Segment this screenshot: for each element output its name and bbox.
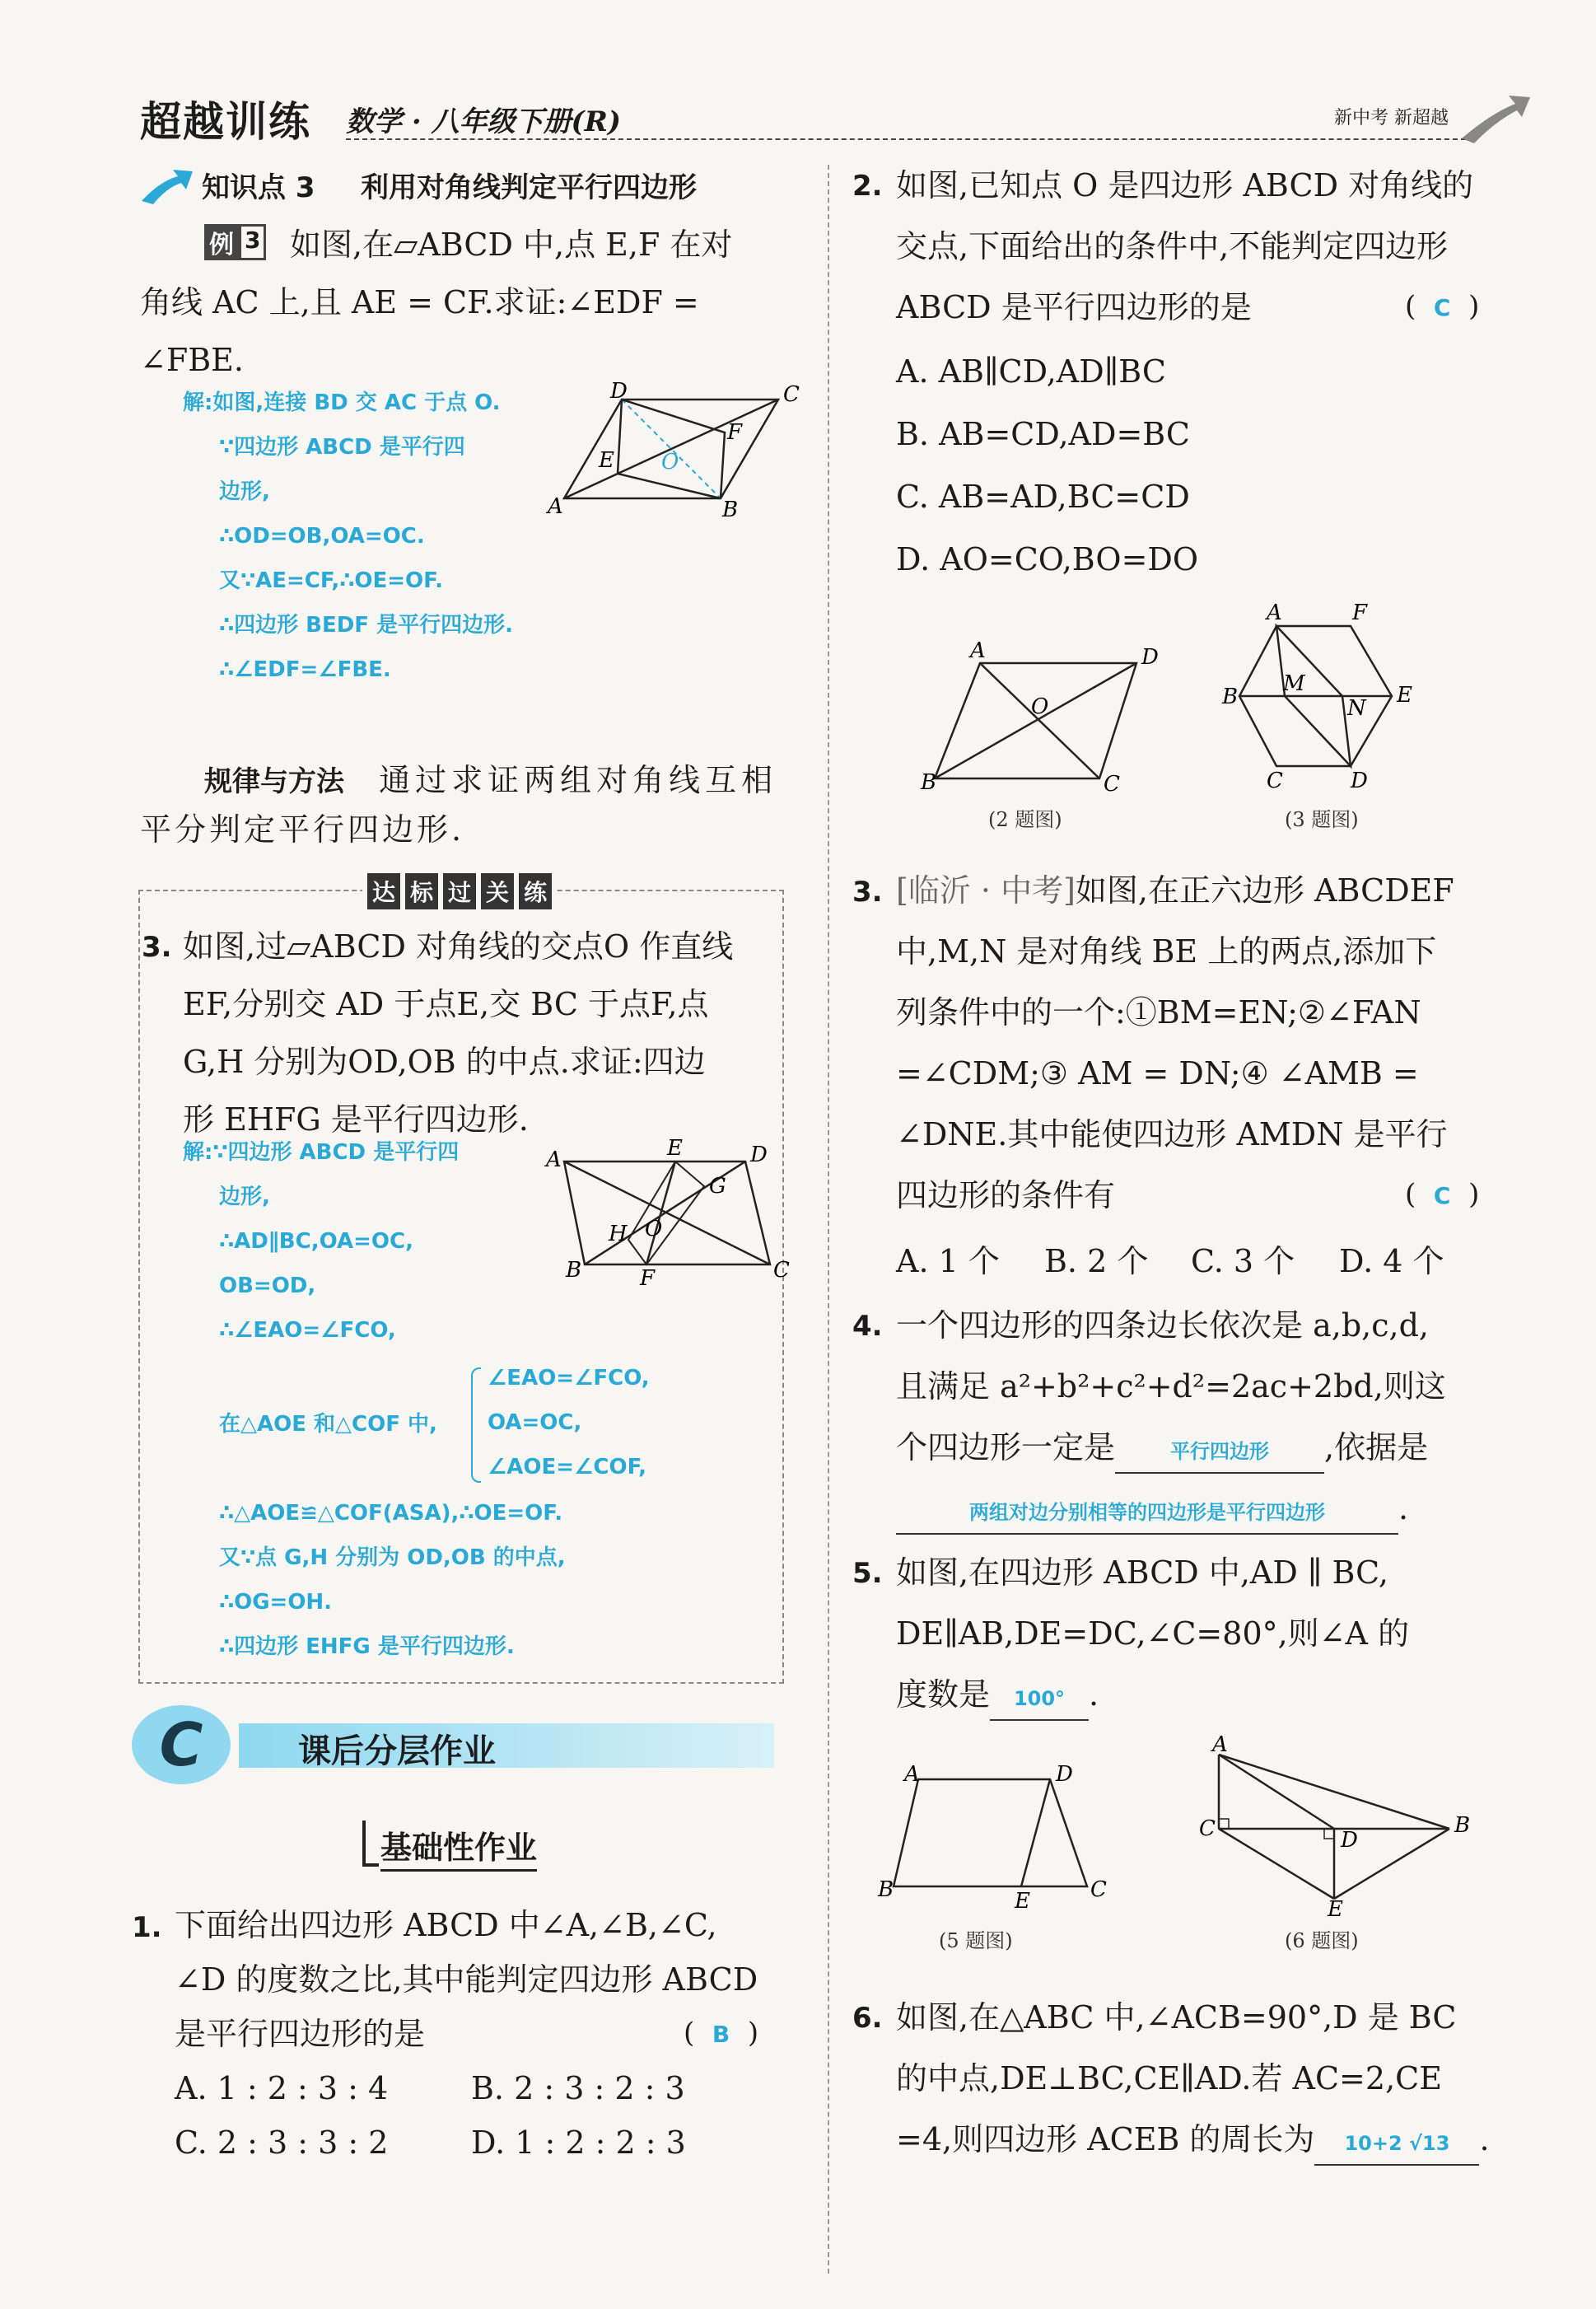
example-tag-num: 3 xyxy=(239,224,266,260)
solution-line: 边形, xyxy=(219,1185,270,1209)
fig-label: F xyxy=(727,420,743,445)
fig-label: A xyxy=(1212,1732,1228,1757)
fig-label: A xyxy=(904,1762,920,1787)
q3b-num: 3. xyxy=(852,876,883,909)
fig-label: A xyxy=(970,638,986,663)
q5-num: 5. xyxy=(852,1557,883,1590)
q5-after: . xyxy=(1089,1676,1099,1713)
q2-option-d: D. AO=CO,BO=DO xyxy=(896,541,1199,577)
page-header xyxy=(140,89,1515,147)
q2-option-c: C. AB=AD,BC=CD xyxy=(896,479,1190,515)
q5-line: 如图,在四边形 ABCD 中,AD ∥ BC, xyxy=(896,1554,1388,1591)
solution-line: OB=OD, xyxy=(219,1274,316,1298)
q1-line: 是平行四边形的是 xyxy=(175,2016,426,2052)
q5-line: DE∥AB,DE=DC,∠C=80°,则∠A 的 xyxy=(896,1615,1410,1652)
q1-line: ∠D 的度数之比,其中能判定四边形 ABCD xyxy=(175,1961,758,1998)
q1-option-c: C. 2 : 3 : 3 : 2 xyxy=(175,2124,389,2161)
method-label: 规律与方法 xyxy=(204,765,344,798)
system-brace xyxy=(471,1367,481,1483)
fig-label: M xyxy=(1283,671,1305,696)
q3b-answer: C xyxy=(1433,1182,1451,1209)
arrow-logo-icon xyxy=(1458,89,1532,147)
example3-line-1: 如图,在▱ABCD 中,点 E,F 在对 xyxy=(290,227,733,263)
header-rule xyxy=(346,138,1474,140)
q2-num: 2. xyxy=(852,170,883,203)
solution-line: 又∵AE=CF,∴OE=OF. xyxy=(219,568,443,593)
q2-line: 交点,下面给出的条件中,不能判定四边形 xyxy=(896,228,1449,264)
practice-q3-line: 形 EHFG 是平行四边形. xyxy=(183,1101,529,1138)
practice-q3-solution-2 xyxy=(219,1491,566,1669)
fig-label: B xyxy=(566,1258,582,1283)
system-line: OA=OC, xyxy=(488,1410,582,1435)
q2-answer-paren: ( C ) xyxy=(1405,290,1480,323)
practice-q3-num: 3. xyxy=(142,931,172,964)
q3b-figure xyxy=(1219,601,1433,799)
banner-char: 过 xyxy=(443,873,476,909)
q6-figure xyxy=(1186,1732,1471,1922)
q4-line: 且满足 a²+b²+c²+d²=2ac+2bd,则这 xyxy=(896,1368,1446,1405)
solution-line: 又∵点 G,H 分别为 OD,OB 的中点, xyxy=(219,1545,566,1570)
solution-line: ∴∠EAO=∠FCO, xyxy=(219,1318,396,1343)
system-line: ∠EAO=∠FCO, xyxy=(488,1366,650,1391)
fig-label: B xyxy=(921,770,937,795)
q4-line-4 xyxy=(896,1478,1408,1539)
q6-line: 如图,在△ABC 中,∠ACB=90°,D 是 BC xyxy=(896,1999,1457,2036)
q4-blank-2 xyxy=(896,1488,1398,1535)
q6-blank xyxy=(1314,2119,1479,2166)
q3b-line: =∠CDM;③ AM = DN;④ ∠AMB = xyxy=(896,1055,1419,1091)
q3b-text: 如图,在正六边形 ABCDEF xyxy=(1075,872,1454,909)
solution-line: ∴OD=OB,OA=OC. xyxy=(219,524,425,549)
fig-label: D xyxy=(610,379,628,404)
solution-line: ∴AD∥BC,OA=OC, xyxy=(219,1229,413,1254)
q3b-source: [临沂 · 中考] xyxy=(896,872,1076,909)
subsection-title: 基础性作业 xyxy=(380,1822,537,1872)
q4-line: 一个四边形的四条边长依次是 a,b,c,d, xyxy=(896,1307,1429,1344)
q5-figure xyxy=(873,1755,1120,1914)
fig-label: E xyxy=(599,448,614,473)
fig-label: B xyxy=(722,498,739,522)
section-c-badge xyxy=(132,1705,231,1784)
q3b-caption: (3 题图) xyxy=(1285,808,1359,831)
q4-blank-1 xyxy=(1115,1427,1324,1474)
banner-char: 达 xyxy=(367,873,400,909)
q6-text: =4,则四边形 ACEB 的周长为 xyxy=(896,2121,1315,2157)
fig-label: D xyxy=(1351,769,1368,793)
q6-answer: 10+2 √13 xyxy=(1344,2132,1450,2155)
q3b-option-a: A. 1 个 xyxy=(896,1243,1000,1279)
brand-title: 超越训练 xyxy=(140,98,311,146)
knowledge-label: 知识点 3 xyxy=(202,171,315,204)
practice-q3-figure xyxy=(539,1136,790,1291)
practice-q3-line: EF,分别交 AD 于点E,交 BC 于点F,点 xyxy=(183,986,709,1022)
practice-q3-solution xyxy=(183,1130,459,1353)
fig-label: C xyxy=(1090,1877,1107,1902)
q5-answer: 100° xyxy=(1013,1687,1066,1710)
solution-line: 边形, xyxy=(219,479,270,504)
fig-label: O xyxy=(1031,694,1049,719)
fig-label: B xyxy=(1222,685,1239,709)
q2-option-a: A. AB∥CD,AD∥BC xyxy=(896,353,1166,390)
system-prefix: 在△AOE 和△COF 中, xyxy=(219,1412,437,1437)
fig-label: A xyxy=(548,494,563,519)
example3-line-2: 角线 AC 上,且 AE = CF.求证:∠EDF = xyxy=(140,284,699,320)
fig-label: F xyxy=(640,1266,656,1291)
example-tag xyxy=(204,224,266,260)
q1-option-a: A. 1 : 2 : 3 : 4 xyxy=(175,2070,389,2106)
q6-line-3 xyxy=(896,2109,1490,2170)
q6-caption: (6 题图) xyxy=(1285,1929,1359,1952)
q3b-answer-paren: ( C ) xyxy=(1405,1178,1480,1211)
fig-label: A xyxy=(546,1147,562,1172)
method-text-1: 通过求证两组对角线互相 xyxy=(379,762,778,798)
fig-label: E xyxy=(1397,683,1412,708)
banner-char: 练 xyxy=(519,873,552,909)
q1-option-b: B. 2 : 3 : 2 : 3 xyxy=(471,2070,685,2106)
q1-answer-paren: ( B ) xyxy=(684,2017,759,2050)
q6-num: 6. xyxy=(852,2002,883,2035)
solution-line: ∴∠EDF=∠FBE. xyxy=(219,657,391,682)
fig-label: O xyxy=(661,450,679,474)
q2-line: ABCD 是平行四边形的是 xyxy=(896,289,1252,325)
knowledge-title: 利用对角线判定平行四边形 xyxy=(361,171,697,204)
example3-line-3: ∠FBE. xyxy=(140,342,244,378)
fig-label: C xyxy=(1199,1816,1216,1841)
q1-option-d: D. 1 : 2 : 2 : 3 xyxy=(471,2124,686,2161)
example3-solution xyxy=(183,381,513,692)
fig-label: A xyxy=(1267,601,1282,625)
q3b-line: 中,M,N 是对角线 BE 上的两点,添加下 xyxy=(896,933,1437,970)
solution-line: 解:如图,连接 BD 交 AC 于点 O. xyxy=(183,390,501,415)
fig-label: E xyxy=(667,1136,683,1161)
q3b-option-c: C. 3 个 xyxy=(1191,1243,1295,1279)
solution-line: ∴四边形 BEDF 是平行四边形. xyxy=(219,613,513,638)
banner-char: 标 xyxy=(405,873,438,909)
q2-option-b: B. AB=CD,AD=BC xyxy=(896,416,1191,452)
fig-label: H xyxy=(609,1222,628,1246)
practice-q3-line: 如图,过▱ABCD 对角线的交点O 作直线 xyxy=(183,928,734,965)
method-line-2: 平分判定平行四边形. xyxy=(140,811,465,848)
fig-label: F xyxy=(1352,601,1368,625)
solution-line: ∴OG=OH. xyxy=(219,1590,333,1615)
q4-text: 个四边形一定是 xyxy=(896,1429,1116,1465)
q5-caption: (5 题图) xyxy=(939,1929,1013,1952)
fig-label: E xyxy=(1328,1897,1343,1922)
q4-num: 4. xyxy=(852,1310,883,1343)
q4-after-1: ,依据是 xyxy=(1324,1429,1429,1465)
solution-line: ∴四边形 EHFG 是平行四边形. xyxy=(219,1634,515,1659)
fig-label: D xyxy=(1056,1762,1073,1787)
q1-line: 下面给出四边形 ABCD 中∠A,∠B,∠C, xyxy=(175,1907,717,1943)
q3b-option-d: D. 4 个 xyxy=(1339,1243,1444,1279)
q4-answer-1: 平行四边形 xyxy=(1170,1440,1270,1463)
practice-q3-line: G,H 分别为OD,OB 的中点.求证:四边 xyxy=(183,1044,706,1080)
fig-label: E xyxy=(1015,1889,1030,1914)
fig-label: D xyxy=(750,1143,768,1167)
q3b-line: 列条件中的一个:①BM=EN;②∠FAN xyxy=(896,994,1421,1031)
fig-label: O xyxy=(645,1217,663,1241)
system-equations xyxy=(488,1356,650,1489)
q2-caption: (2 题图) xyxy=(988,808,1062,831)
q5-text: 度数是 xyxy=(896,1676,991,1713)
column-divider xyxy=(828,165,829,2274)
q1-num: 1. xyxy=(132,1911,162,1944)
practice-banner xyxy=(362,873,557,909)
fig-label: C xyxy=(1104,772,1120,797)
knowledge-arrow-icon xyxy=(138,165,196,206)
q5-line-3 xyxy=(896,1664,1099,1725)
fig-label: C xyxy=(773,1258,790,1283)
solution-line: 解:∵四边形 ABCD 是平行四 xyxy=(183,1140,460,1165)
q6-after: . xyxy=(1479,2121,1490,2157)
header-right-label: 新中考 新超越 xyxy=(1334,108,1449,129)
system-line: ∠AOE=∠COF, xyxy=(488,1455,647,1479)
q4-answer-2: 两组对边分别相等的四边形是平行四边形 xyxy=(969,1501,1325,1524)
example-tag-li: 例 xyxy=(204,224,239,260)
q2-figure xyxy=(914,634,1178,799)
solution-line: ∵四边形 ABCD 是平行四 xyxy=(219,435,465,460)
section-c-letter: C xyxy=(159,1710,203,1779)
q6-line: 的中点,DE⊥BC,CE∥AD.若 AC=2,CE xyxy=(896,2060,1442,2096)
q2-line: 如图,已知点 O 是四边形 ABCD 对角线的 xyxy=(896,167,1474,203)
q3b-line-1 xyxy=(896,860,1454,921)
q1-answer: B xyxy=(712,2021,730,2048)
subsection-bracket xyxy=(362,1821,379,1867)
section-c-title: 课后分层作业 xyxy=(298,1732,496,1770)
fig-label: C xyxy=(1267,769,1283,793)
subject-label: 数学 · 八年级下册(R) xyxy=(346,105,621,138)
q3b-line: 四边形的条件有 xyxy=(896,1177,1116,1213)
q4-line-3 xyxy=(896,1417,1428,1478)
fig-label: D xyxy=(1341,1828,1358,1853)
q5-blank xyxy=(990,1674,1089,1721)
q3b-option-b: B. 2 个 xyxy=(1044,1243,1149,1279)
q3b-line: ∠DNE.其中能使四边形 AMDN 是平行 xyxy=(896,1116,1448,1152)
example3-figure xyxy=(539,379,803,523)
fig-label: C xyxy=(783,382,800,407)
solution-line: ∴△AOE≌△COF(ASA),∴OE=OF. xyxy=(219,1501,563,1526)
fig-label: B xyxy=(1454,1813,1471,1838)
fig-label: N xyxy=(1347,696,1366,721)
fig-label: D xyxy=(1141,645,1159,670)
fig-label: G xyxy=(709,1174,726,1199)
q2-answer: C xyxy=(1433,294,1451,321)
fig-label: B xyxy=(878,1877,894,1902)
q4-after-2: . xyxy=(1398,1490,1409,1526)
banner-char: 关 xyxy=(481,873,514,909)
